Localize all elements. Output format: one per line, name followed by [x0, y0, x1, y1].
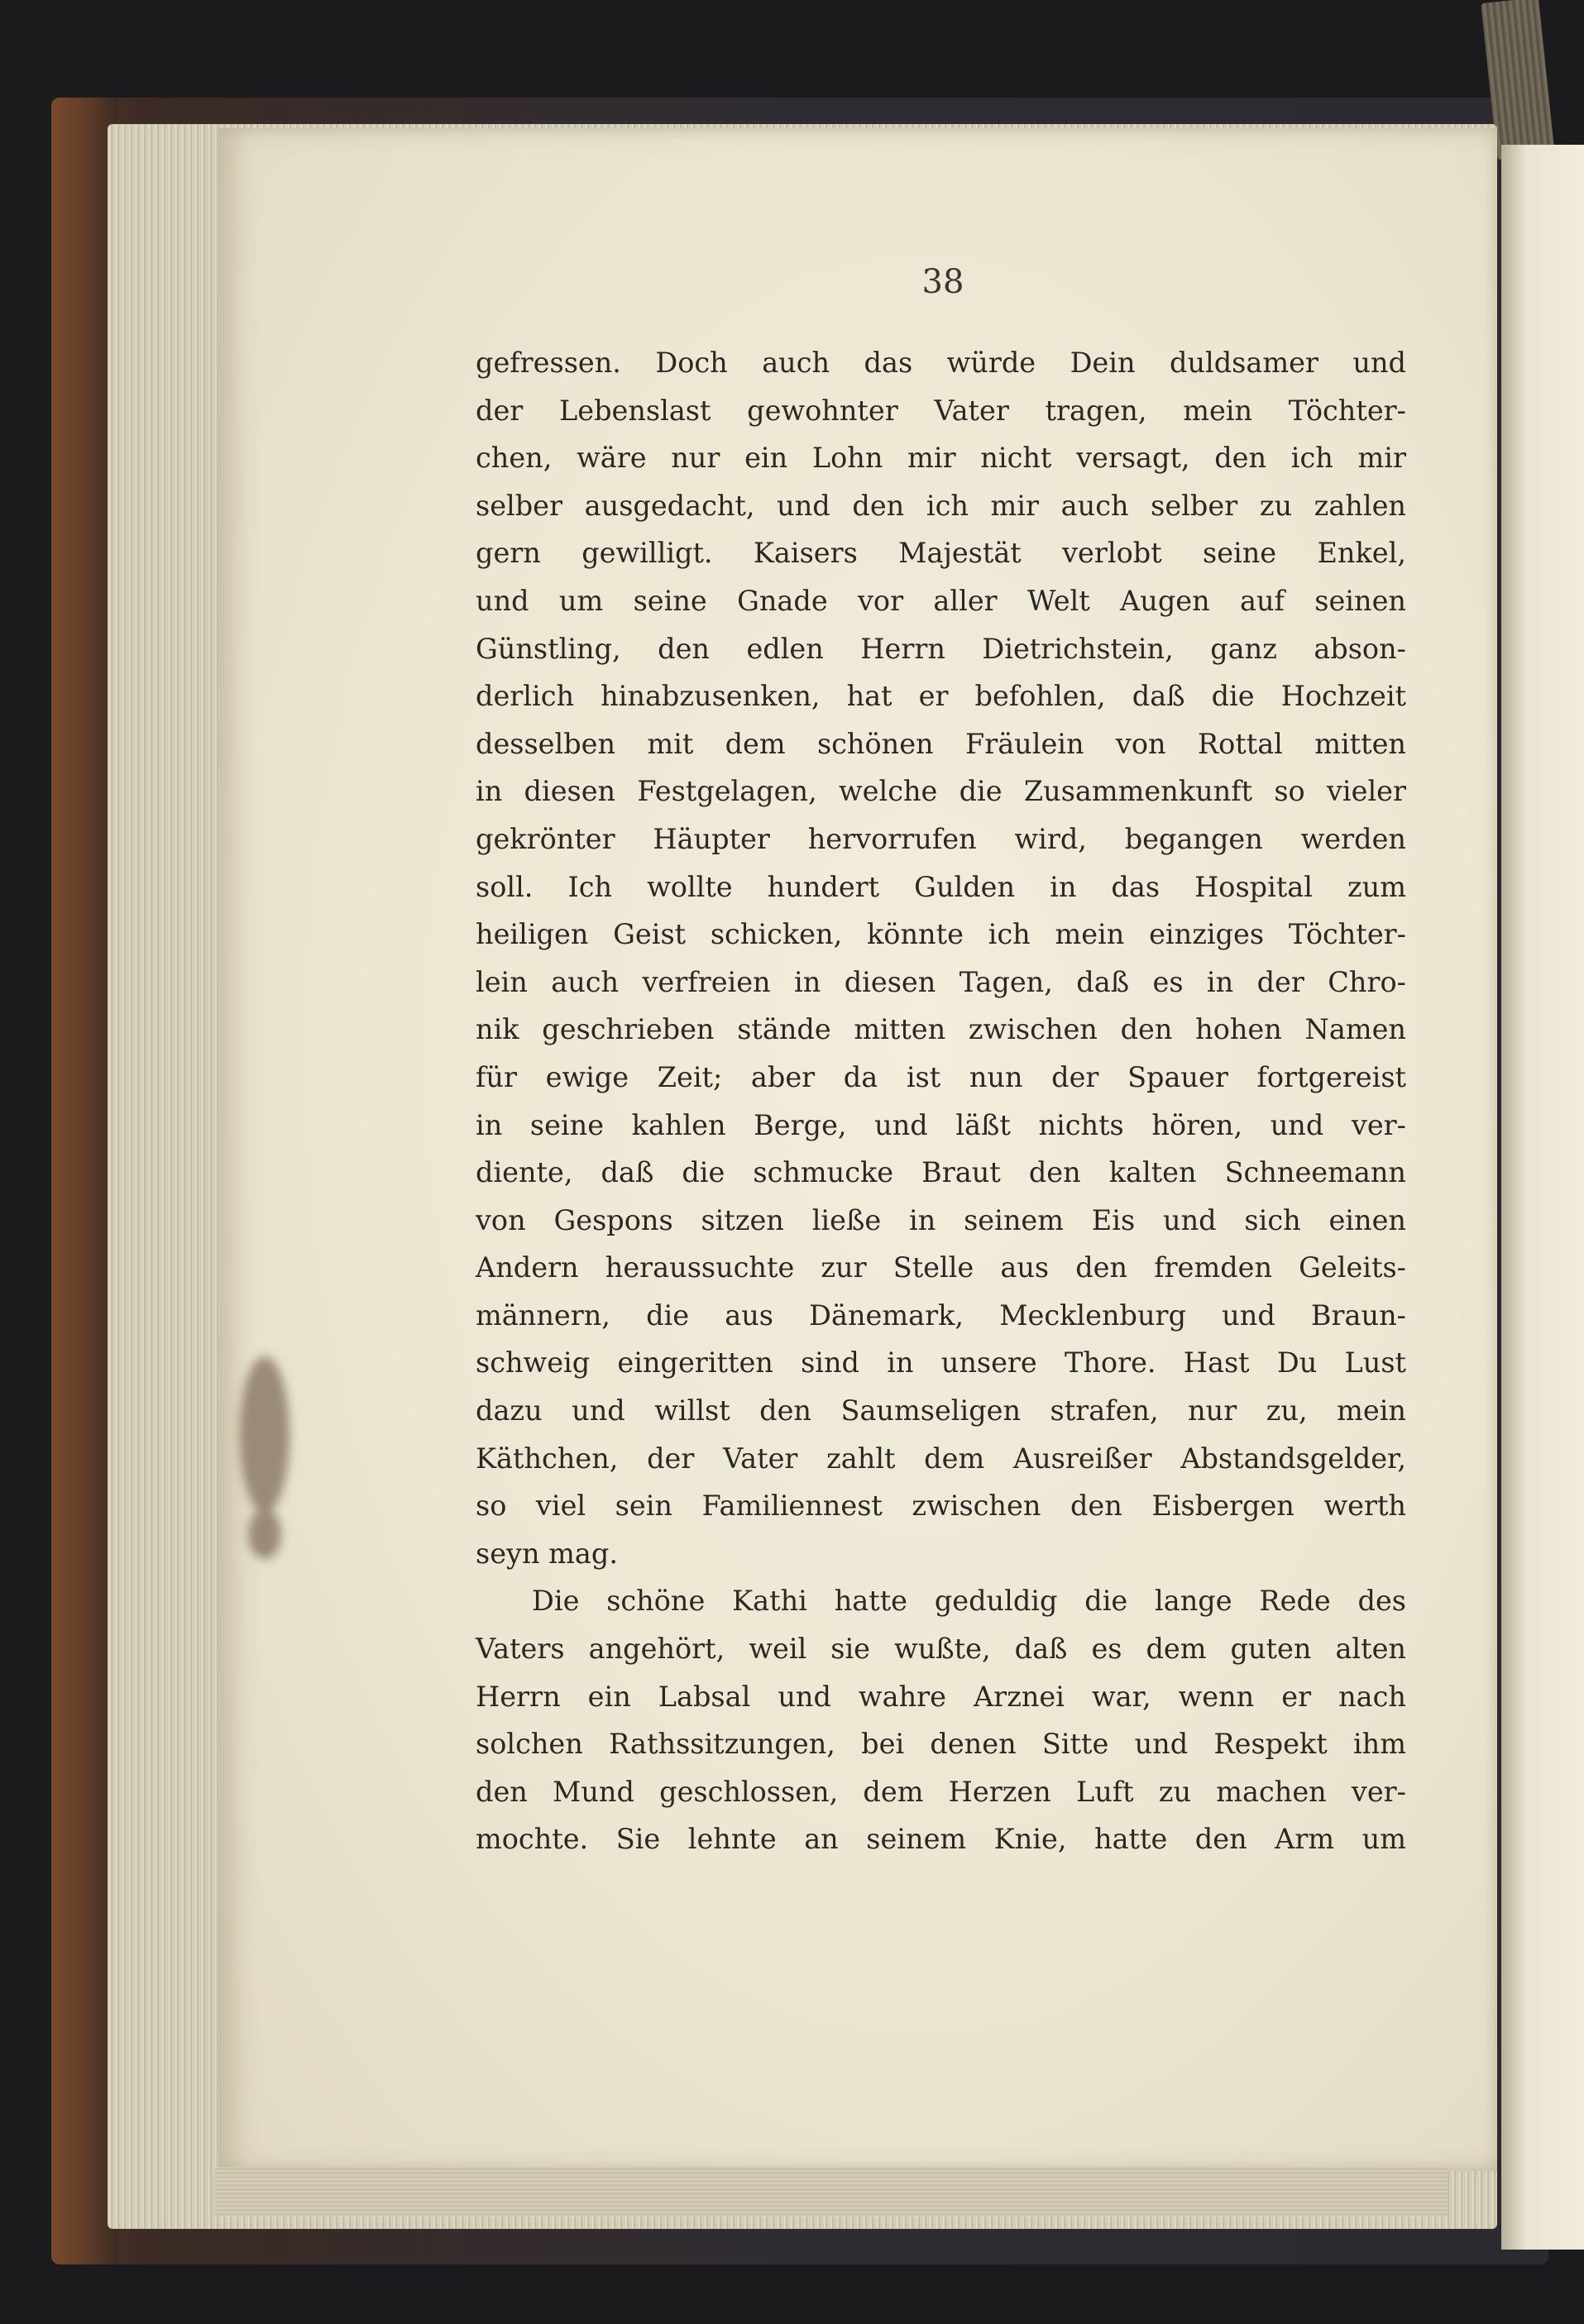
- text-line: selber ausgedacht, und den ich mir auch selber zu zahlen: [476, 489, 1406, 522]
- text-line: seyn mag.: [476, 1537, 618, 1570]
- text-line: Günstling, den edlen Herrn Dietrichstein, ganz abson-: [476, 632, 1406, 665]
- text-line: von Gespons sitzen ließe in seinem Eis und sich einen: [476, 1203, 1406, 1236]
- text-line: schweig eingeritten sind in unsere Thore. Hast Du Lust: [476, 1346, 1406, 1380]
- text-line: so viel sein Familiennest zwischen den Eisbergen werth: [476, 1490, 1406, 1523]
- text-line: lein auch verfreien in diesen Tagen, daß es in der Chro-: [476, 965, 1406, 998]
- text-line: in diesen Festgelagen, welche die Zusammenkunft so vieler: [476, 775, 1406, 808]
- text-line: nik geschrieben stände mitten zwischen den hohen Namen: [476, 1013, 1406, 1046]
- text-line: und um seine Gnade vor aller Welt Augen auf seinen: [476, 584, 1406, 617]
- text-line: gefressen. Doch auch das würde Dein duldsamer und: [476, 347, 1406, 379]
- text-line: Andern heraussuchte zur Stelle aus den fremden Geleits-: [476, 1251, 1406, 1284]
- page-stain: [240, 1356, 290, 1513]
- text-line: männern, die aus Dänemark, Mecklenburg und Braun-: [476, 1298, 1406, 1332]
- text-line: derlich hinabzusenken, hat er befohlen, daß die Hochzeit: [476, 680, 1406, 713]
- text-line: solchen Rathssitzungen, bei denen Sitte und Respekt ihm: [476, 1728, 1406, 1761]
- text-line: Die schöne Kathi hatte geduldig die lange Rede des: [532, 1585, 1406, 1618]
- page-stack-bottom: [215, 2167, 1448, 2216]
- text-line: chen, wäre nur ein Lohn mir nicht versagt, den ich mir: [476, 442, 1406, 475]
- text-line: in seine kahlen Berge, und läßt nichts hören, und ver-: [476, 1108, 1406, 1141]
- facing-page: [1501, 145, 1584, 2250]
- text-line: dazu und willst den Saumseligen strafen, nur zu, mein: [476, 1394, 1406, 1427]
- page-stain-small: [248, 1509, 281, 1559]
- text-line: soll. Ich wollte hundert Gulden in das Hospital zum: [476, 870, 1406, 903]
- text-line: Vaters angehört, weil sie wußte, daß es dem guten alten: [476, 1633, 1406, 1666]
- text-line: den Mund geschlossen, dem Herzen Luft zu machen ver-: [476, 1775, 1406, 1808]
- text-line: mochte. Sie lehnte an seinem Knie, hatte den Arm um: [476, 1823, 1406, 1856]
- text-line: Käthchen, der Vater zahlt dem Ausreißer Abstandsgelder,: [476, 1442, 1406, 1475]
- text-line: Herrn ein Labsal und wahre Arznei war, wenn er nach: [476, 1680, 1406, 1713]
- text-line: gekrönter Häupter hervorrufen wird, begangen werden: [476, 822, 1406, 855]
- text-line: heiligen Geist schicken, könnte ich mein einziges Töchter-: [476, 918, 1406, 951]
- text-line: diente, daß die schmucke Braut den kalten Schneemann: [476, 1156, 1406, 1189]
- text-line: für ewige Zeit; aber da ist nun der Spauer fortgereist: [476, 1060, 1406, 1093]
- page-number: 38: [921, 263, 964, 301]
- text-line: gern gewilligt. Kaisers Majestät verlobt seine Enkel,: [476, 537, 1406, 570]
- text-line: der Lebenslast gewohnter Vater tragen, mein Töchter-: [476, 394, 1406, 427]
- page-text: [476, 339, 1406, 1863]
- text-line: desselben mit dem schönen Fräulein von Rottal mitten: [476, 727, 1406, 760]
